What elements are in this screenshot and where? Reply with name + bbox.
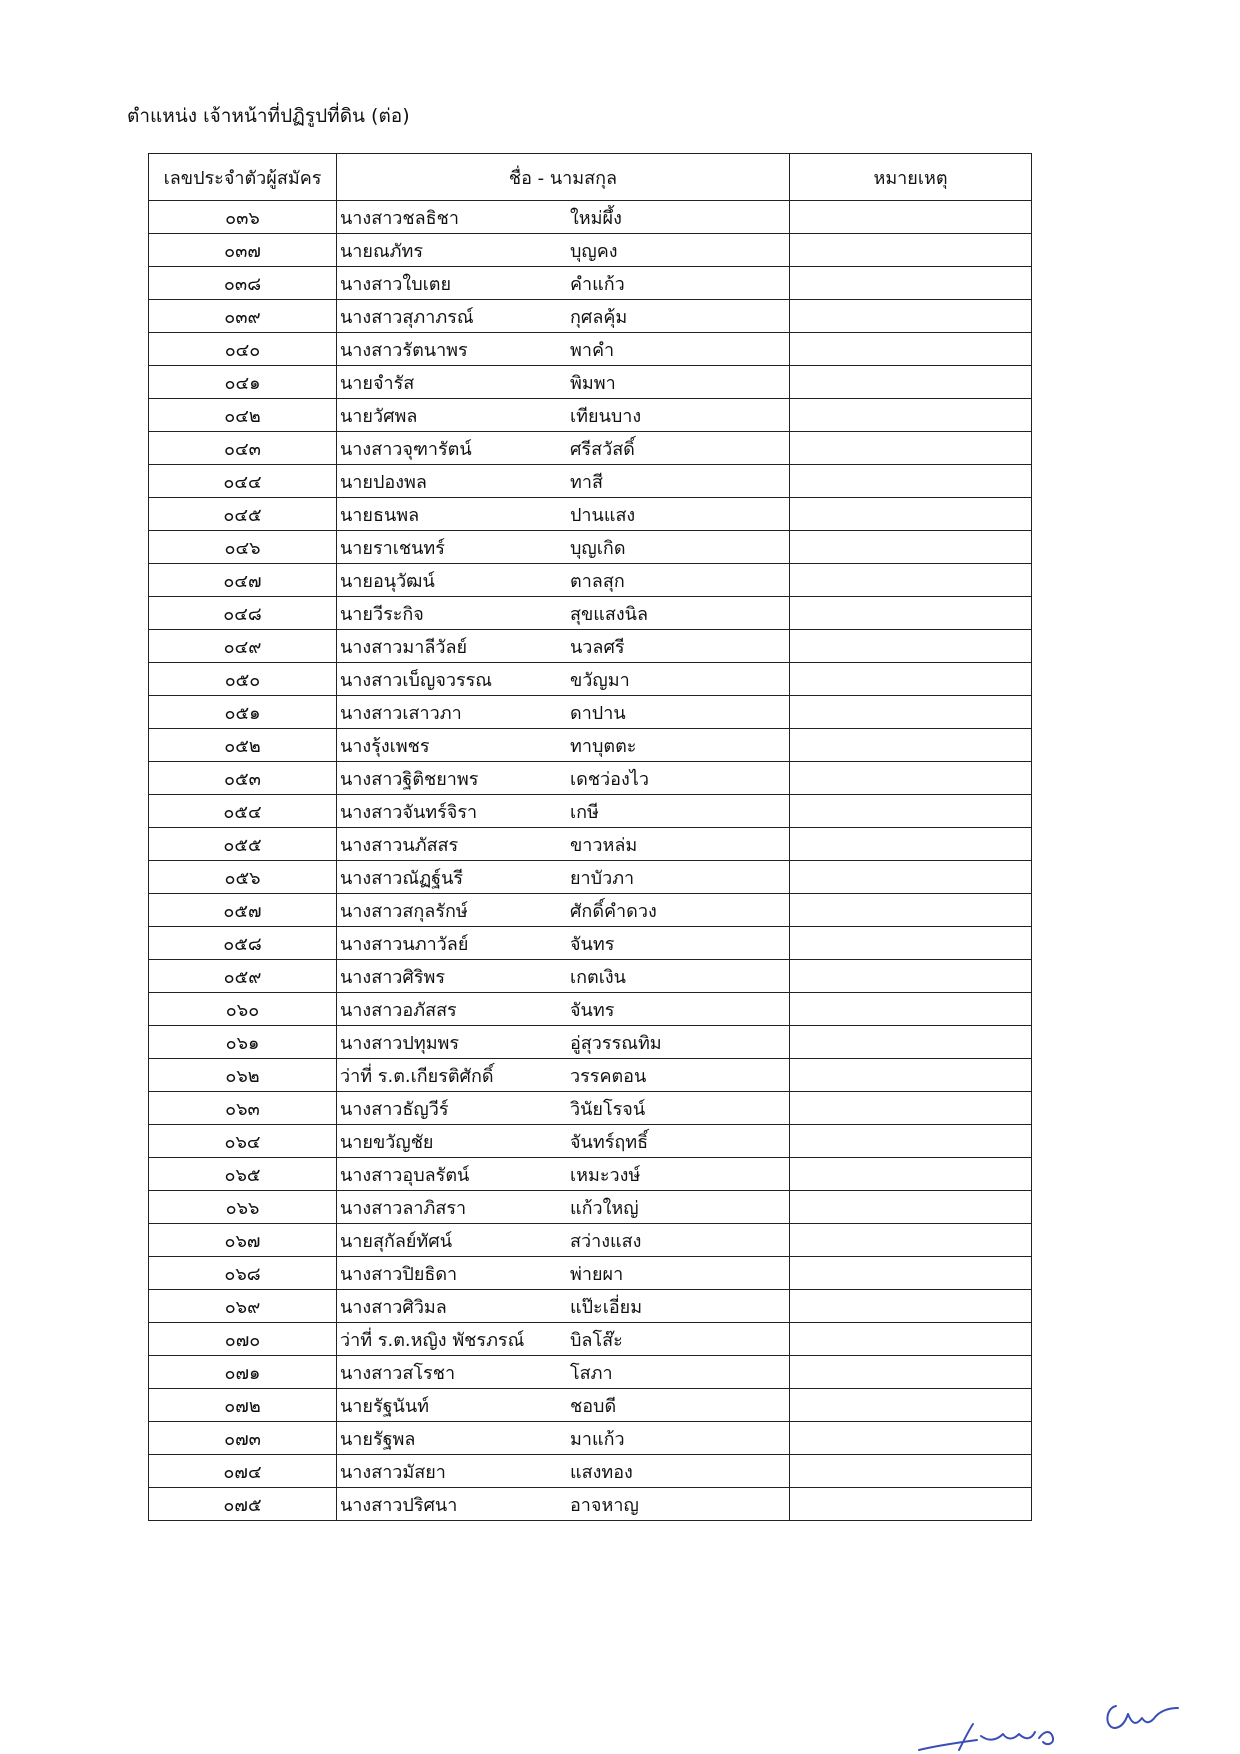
first-name: นายรัฐนันท์ [340,1395,430,1417]
applicant-number-cell: ๐๖๖ [149,1191,337,1224]
remarks-cell [790,960,1032,993]
table-row [149,1290,1032,1323]
remarks-cell [790,432,1032,465]
remarks-cell [790,1389,1032,1422]
remarks-cell [790,828,1032,861]
first-name: นางสาวลาภิสรา [340,1197,467,1219]
applicant-number-cell: ๐๕๓ [149,762,337,795]
applicant-number-cell: ๐๖๓ [149,1092,337,1125]
remarks-cell [790,399,1032,432]
remarks-cell [790,1356,1032,1389]
last-name: สุขแสงนิล [570,603,649,625]
first-name: นางสาวสุภาภรณ์ [340,306,474,328]
first-name: นางสาวเบ็ญจวรรณ [340,669,493,691]
first-name: นางสาวปริศนา [340,1494,458,1516]
table-row [149,861,1032,894]
remarks-cell [790,498,1032,531]
first-name: นายธนพล [340,504,420,526]
full-name-cell [337,1323,790,1356]
full-name-cell [337,1356,790,1389]
remarks-cell [790,366,1032,399]
last-name: เกษี [570,801,599,823]
remarks-cell [790,531,1032,564]
remarks-cell [790,267,1032,300]
table-row [149,1224,1032,1257]
table-row [149,795,1032,828]
applicant-number-cell: ๐๗๑ [149,1356,337,1389]
full-name-cell [337,201,790,234]
remarks-cell [790,1092,1032,1125]
first-name: นางรุ้งเพชร [340,735,430,757]
applicant-number-cell: ๐๔๑ [149,366,337,399]
first-name: นายปองพล [340,471,427,493]
first-name: นายราเชนทร์ [340,537,445,559]
last-name: ขาวหล่ม [570,834,638,856]
first-name: นางสาวใบเตย [340,273,452,295]
applicant-number-cell: ๐๔๔ [149,465,337,498]
table-row [149,1125,1032,1158]
first-name: ว่าที่ ร.ต.เกียรติศักดิ์ [340,1065,494,1087]
remarks-cell [790,597,1032,630]
last-name: โสภา [570,1362,613,1384]
table-row [149,1059,1032,1092]
full-name-cell [337,1059,790,1092]
full-name-cell [337,663,790,696]
full-name-cell [337,597,790,630]
remarks-cell [790,1488,1032,1521]
full-name-cell [337,993,790,1026]
header-applicant-number: เลขประจำตัวผู้สมัคร [149,154,337,201]
first-name: นางสาวปิยธิดา [340,1263,458,1285]
remarks-cell [790,1026,1032,1059]
table-row [149,267,1032,300]
table-row [149,333,1032,366]
last-name: ดาปาน [570,702,626,724]
full-name-cell [337,564,790,597]
last-name: มาแก้ว [570,1428,625,1450]
full-name-cell [337,1422,790,1455]
last-name: ปานแสง [570,504,636,526]
last-name: ขวัญมา [570,669,630,691]
applicant-number-cell: ๐๖๐ [149,993,337,1026]
applicant-number-cell: ๐๓๙ [149,300,337,333]
applicant-number-cell: ๐๕๔ [149,795,337,828]
remarks-cell [790,663,1032,696]
first-name: นางสาวณัฏฐ์นรี [340,867,464,889]
table-row [149,993,1032,1026]
remarks-cell [790,333,1032,366]
last-name: แป๊ะเอี่ยม [570,1296,643,1318]
table-row [149,894,1032,927]
applicant-number-cell: ๐๕๙ [149,960,337,993]
table-row [149,1455,1032,1488]
first-name: นางสาวอุบลรัตน์ [340,1164,470,1186]
last-name: พ่ายผา [570,1263,624,1285]
full-name-cell [337,531,790,564]
full-name-cell [337,729,790,762]
full-name-cell [337,234,790,267]
table-row [149,1356,1032,1389]
table-row [149,234,1032,267]
last-name: เหมะวงษ์ [570,1164,641,1186]
first-name: นางสาวสกุลรักษ์ [340,900,468,922]
remarks-cell [790,1191,1032,1224]
last-name: ทาสี [570,471,603,493]
table-row [149,960,1032,993]
last-name: ชอบดี [570,1395,617,1417]
table-row [149,498,1032,531]
applicant-number-cell: ๐๕๗ [149,894,337,927]
full-name-cell [337,762,790,795]
first-name: นางสาวรัตนาพร [340,339,468,361]
last-name: เกตเงิน [570,966,626,988]
last-name: พิมพา [570,372,616,394]
remarks-cell [790,564,1032,597]
table-row [149,564,1032,597]
table-row [149,531,1032,564]
remarks-cell [790,894,1032,927]
first-name: นางสาวจุฑารัตน์ [340,438,472,460]
applicant-number-cell: ๐๖๗ [149,1224,337,1257]
full-name-cell [337,630,790,663]
last-name: ศรีสวัสดิ์ [570,438,635,460]
last-name: บิลโส๊ะ [570,1329,623,1351]
remarks-cell [790,630,1032,663]
full-name-cell [337,1026,790,1059]
applicant-number-cell: ๐๖๘ [149,1257,337,1290]
full-name-cell [337,1257,790,1290]
full-name-cell [337,1125,790,1158]
first-name: นางสาวมัสยา [340,1461,446,1483]
full-name-cell [337,465,790,498]
full-name-cell [337,861,790,894]
first-name: นายวัศพล [340,405,418,427]
full-name-cell [337,1158,790,1191]
table-row [149,1026,1032,1059]
table-row [149,366,1032,399]
table-header-row [149,154,1032,201]
first-name: นางสาวศิริพร [340,966,446,988]
table-row [149,1191,1032,1224]
applicant-number-cell: ๐๔๖ [149,531,337,564]
header-full-name: ชื่อ - นามสกุล [337,154,790,201]
full-name-cell [337,927,790,960]
table-row [149,1257,1032,1290]
first-name: นายณภัทร [340,240,424,262]
first-name: ว่าที่ ร.ต.หญิง พัชรภรณ์ [340,1329,525,1351]
remarks-cell [790,1059,1032,1092]
first-name: นางสาวเสาวภา [340,702,462,724]
last-name: วินัยโรจน์ [570,1098,646,1120]
applicant-number-cell: ๐๕๘ [149,927,337,960]
table-row [149,432,1032,465]
first-name: นางสาวศิวิมล [340,1296,447,1318]
remarks-cell [790,795,1032,828]
applicant-number-cell: ๐๗๕ [149,1488,337,1521]
applicant-number-cell: ๐๕๑ [149,696,337,729]
last-name: อาจหาญ [570,1494,639,1516]
table-row [149,762,1032,795]
first-name: นางสาวปทุมพร [340,1032,460,1054]
remarks-cell [790,1323,1032,1356]
last-name: บุญคง [570,240,618,262]
full-name-cell [337,1092,790,1125]
table-row [149,1092,1032,1125]
full-name-cell [337,1191,790,1224]
last-name: จันทร [570,999,615,1021]
first-name: นางสาวอภัสสร [340,999,457,1021]
last-name: พาคำ [570,339,615,361]
full-name-cell [337,432,790,465]
last-name: บุญเกิด [570,537,626,559]
header-remarks: หมายเหตุ [790,154,1032,201]
applicant-number-cell: ๐๔๒ [149,399,337,432]
table-row [149,300,1032,333]
first-name: นางสาวมาลีวัลย์ [340,636,468,658]
full-name-cell [337,795,790,828]
first-name: นายวีระกิจ [340,603,424,625]
remarks-cell [790,465,1032,498]
applicant-number-cell: ๐๖๑ [149,1026,337,1059]
remarks-cell [790,300,1032,333]
table-row [149,828,1032,861]
last-name: ตาลสุก [570,570,625,592]
first-name: นายอนุวัฒน์ [340,570,435,592]
table-row [149,1158,1032,1191]
full-name-cell [337,828,790,861]
full-name-cell [337,1389,790,1422]
remarks-cell [790,729,1032,762]
applicant-number-cell: ๐๔๗ [149,564,337,597]
full-name-cell [337,333,790,366]
first-name: นางสาวสโรชา [340,1362,456,1384]
full-name-cell [337,1488,790,1521]
applicant-number-cell: ๐๕๒ [149,729,337,762]
applicant-number-cell: ๐๗๔ [149,1455,337,1488]
table-row [149,663,1032,696]
full-name-cell [337,267,790,300]
last-name: จันทร [570,933,615,955]
applicant-number-cell: ๐๖๒ [149,1059,337,1092]
remarks-cell [790,993,1032,1026]
first-name: นางสาวชลธิชา [340,207,459,229]
remarks-cell [790,762,1032,795]
full-name-cell [337,366,790,399]
table-row [149,399,1032,432]
table-row [149,1488,1032,1521]
applicant-number-cell: ๐๗๓ [149,1422,337,1455]
applicant-number-cell: ๐๔๙ [149,630,337,663]
remarks-cell [790,1158,1032,1191]
table-row [149,1422,1032,1455]
full-name-cell [337,1455,790,1488]
remarks-cell [790,927,1032,960]
first-name: นายขวัญชัย [340,1131,434,1153]
applicant-number-cell: ๐๓๘ [149,267,337,300]
first-name: นางสาวธัญวีร์ [340,1098,449,1120]
remarks-cell [790,1257,1032,1290]
last-name: สว่างแสง [570,1230,642,1252]
handwritten-signature-2 [1102,1700,1184,1744]
full-name-cell [337,300,790,333]
applicant-number-cell: ๐๖๙ [149,1290,337,1323]
full-name-cell [337,894,790,927]
first-name: นางสาวฐิติชยาพร [340,768,479,790]
first-name: นางสาวนภาวัลย์ [340,933,469,955]
remarks-cell [790,861,1032,894]
first-name: นายสุกัลย์ทัศน์ [340,1230,453,1252]
full-name-cell [337,696,790,729]
remarks-cell [790,1125,1032,1158]
last-name: จันทร์ฤทธิ์ [570,1131,649,1153]
first-name: นางสาวจันทร์จิรา [340,801,478,823]
applicant-number-cell: ๐๕๐ [149,663,337,696]
table-row [149,465,1032,498]
applicant-number-cell: ๐๖๕ [149,1158,337,1191]
applicant-number-cell: ๐๔๓ [149,432,337,465]
full-name-cell [337,960,790,993]
applicant-number-cell: ๐๕๖ [149,861,337,894]
applicant-number-cell: ๐๖๔ [149,1125,337,1158]
last-name: แสงทอง [570,1461,633,1483]
table-row [149,729,1032,762]
applicant-number-cell: ๐๔๐ [149,333,337,366]
table-row [149,696,1032,729]
applicant-number-cell: ๐๗๒ [149,1389,337,1422]
handwritten-signature-1 [915,1716,1065,1754]
applicant-number-cell: ๐๓๖ [149,201,337,234]
last-name: แก้วใหญ่ [570,1197,639,1219]
full-name-cell [337,498,790,531]
last-name: ศักดิ์คำดวง [570,900,657,922]
full-name-cell [337,1290,790,1323]
last-name: นวลศรี [570,636,625,658]
table-row [149,927,1032,960]
last-name: เทียนบาง [570,405,642,427]
applicant-number-cell: ๐๔๘ [149,597,337,630]
remarks-cell [790,1422,1032,1455]
last-name: อู่สุวรรณทิม [570,1032,662,1054]
full-name-cell [337,399,790,432]
remarks-cell [790,696,1032,729]
remarks-cell [790,1224,1032,1257]
table-row [149,1389,1032,1422]
applicant-number-cell: ๐๔๕ [149,498,337,531]
applicant-number-cell: ๐๓๗ [149,234,337,267]
first-name: นายจำรัส [340,372,415,394]
first-name: นายรัฐพล [340,1428,416,1450]
remarks-cell [790,201,1032,234]
last-name: ยาบัวภา [570,867,635,889]
table-row [149,630,1032,663]
table-body [149,201,1032,1521]
table-row [149,201,1032,234]
last-name: กุศลคุ้ม [570,306,628,328]
last-name: คำแก้ว [570,273,625,295]
applicant-table [148,153,1032,1521]
applicant-number-cell: ๐๕๕ [149,828,337,861]
last-name: ใหม่ผึ้ง [570,207,622,229]
last-name: วรรคตอน [570,1065,647,1087]
applicant-number-cell: ๐๗๐ [149,1323,337,1356]
full-name-cell [337,1224,790,1257]
last-name: ทาบุตตะ [570,735,637,757]
remarks-cell [790,1290,1032,1323]
page-heading: ตำแหน่ง เจ้าหน้าที่ปฏิรูปที่ดิน (ต่อ) [127,105,410,127]
first-name: นางสาวนภัสสร [340,834,459,856]
last-name: เดชว่องไว [570,768,649,790]
remarks-cell [790,234,1032,267]
table-row [149,597,1032,630]
remarks-cell [790,1455,1032,1488]
table-row [149,1323,1032,1356]
